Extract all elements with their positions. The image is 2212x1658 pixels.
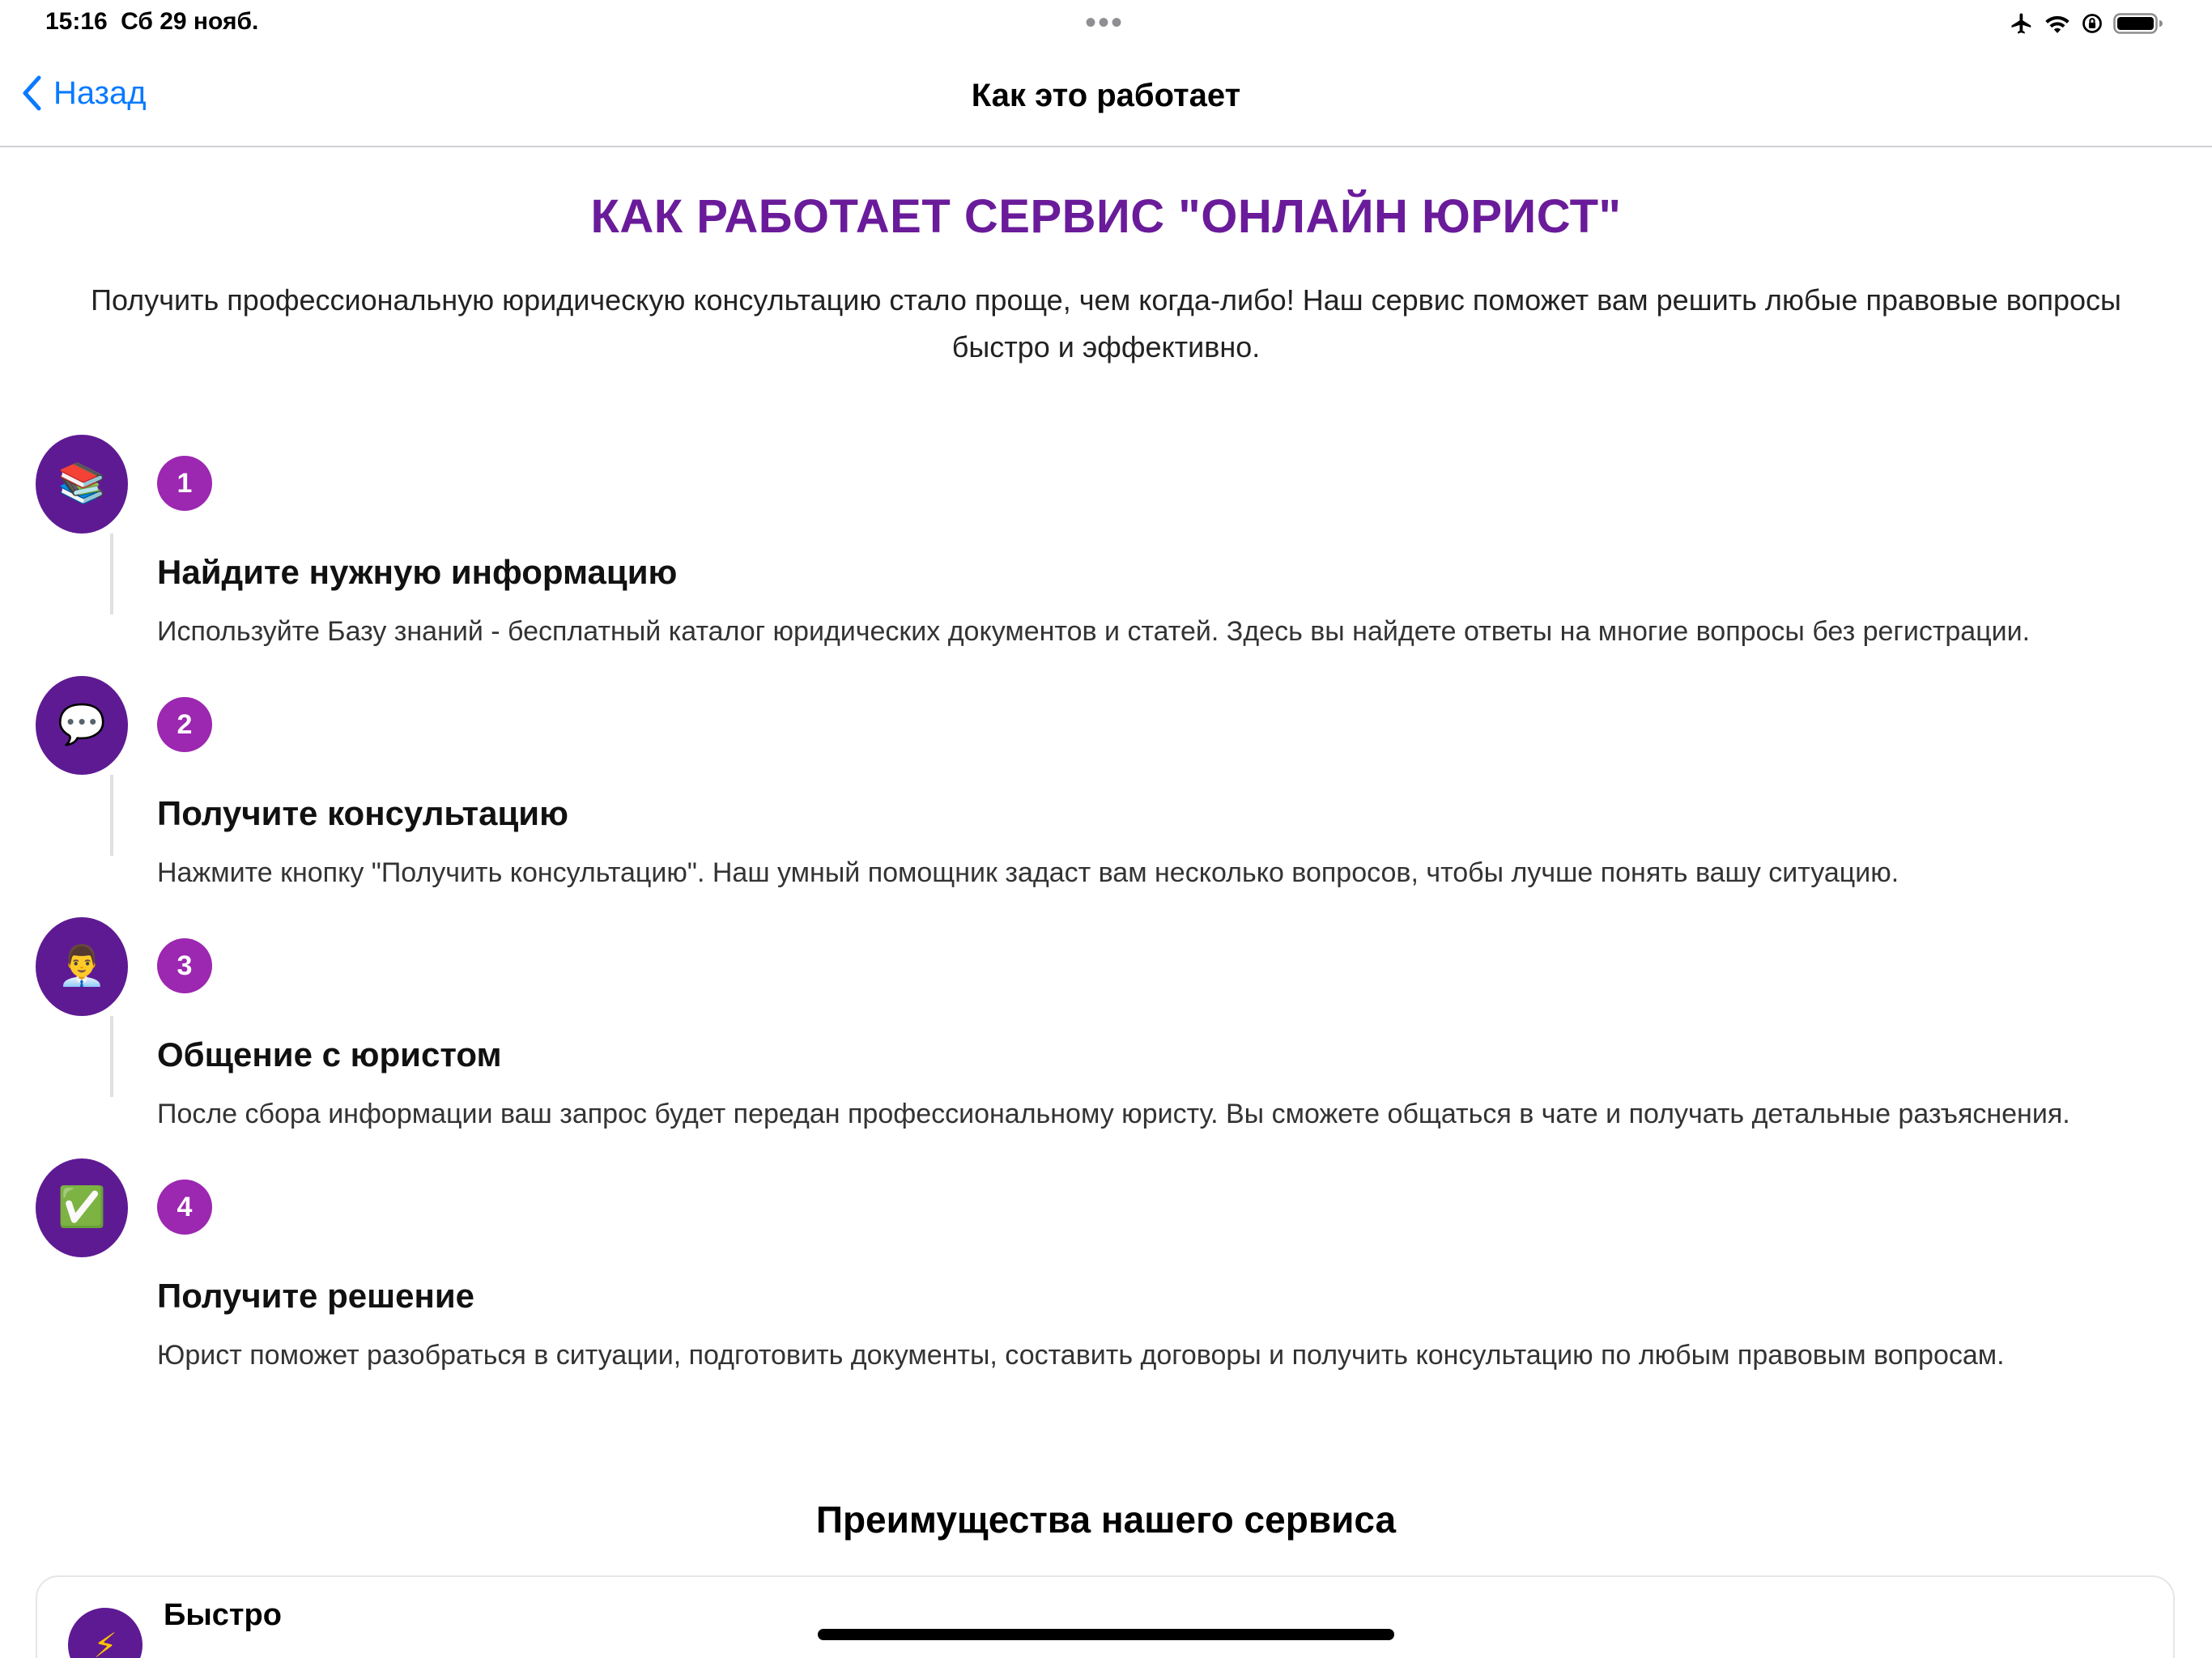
step-number-badge: 2 [157, 697, 212, 752]
step-description: После сбора информации ваш запрос будет передан профессиональному юристу. Вы сможете общаться в чате и получать детальные разъяснения. [157, 1099, 2070, 1129]
airplane-icon [2010, 11, 2034, 36]
lawyer-icon: 👨‍💼 [36, 917, 128, 1016]
battery-icon [2113, 11, 2163, 36]
step-connector [110, 1016, 113, 1097]
books-icon: 📚 [36, 435, 128, 534]
step-connector [110, 534, 113, 614]
multitasking-dots-icon[interactable]: ••• [1085, 5, 1125, 40]
wifi-icon [2044, 12, 2071, 35]
step-description: Используйте Базу знаний - бесплатный каталог юридических документов и статей. Здесь вы найдете ответы на многие вопросы без регистрации. [157, 616, 2031, 647]
status-icons [2010, 10, 2163, 37]
status-time [45, 8, 258, 36]
step-title: Общение с юристом [157, 1035, 502, 1073]
advantage-title: Быстро [164, 1598, 282, 1632]
step-number-badge: 1 [157, 456, 212, 511]
orientation-lock-icon [2081, 12, 2104, 35]
step-title: Получите консультацию [157, 794, 568, 832]
step-description: Нажмите кнопку "Получить консультацию". Наш умный помощник задаст вам несколько вопросов, чтобы лучше понять вашу ситуацию. [157, 857, 1899, 888]
step-item [0, 1158, 2212, 1400]
step-connector [110, 775, 113, 856]
step-number-badge: 3 [157, 938, 212, 993]
home-indicator[interactable] [818, 1629, 1394, 1640]
status-bar [0, 0, 2212, 47]
status-time-value: 15:16 [45, 8, 108, 35]
lightning-icon: ⚡ [68, 1608, 143, 1658]
step-item [0, 435, 2212, 676]
navigation-bar [0, 47, 2212, 147]
page-title: Как это работает [971, 78, 1241, 113]
hero-title: КАК РАБОТАЕТ СЕРВИС "ОНЛАЙН ЮРИСТ" [590, 190, 1622, 243]
step-item [0, 676, 2212, 917]
advantages-section-title: Преимущества нашего сервиса [815, 1499, 1397, 1541]
back-button-label: Назад [53, 74, 147, 111]
step-title: Найдите нужную информацию [157, 553, 678, 591]
content-scroll-area[interactable] [0, 147, 2212, 1658]
step-title: Получите решение [157, 1277, 475, 1315]
advantage-card [36, 1575, 2175, 1658]
speech-bubble-icon: 💬 [36, 676, 128, 775]
check-mark-icon: ✅ [36, 1158, 128, 1257]
status-date-value: Сб 29 нояб. [121, 8, 259, 35]
step-number-badge: 4 [157, 1180, 212, 1235]
step-item [0, 917, 2212, 1158]
hero-subtitle: Получить профессиональную юридическую консультацию стало проще, чем когда-либо! Наш сервис поможет вам решить любые правовые вопросы быстро и эффективно. [91, 283, 2121, 363]
step-description: Юрист поможет разобраться в ситуации, подготовить документы, составить договоры и получить консультацию по любым правовым вопросам. [157, 1340, 2005, 1371]
